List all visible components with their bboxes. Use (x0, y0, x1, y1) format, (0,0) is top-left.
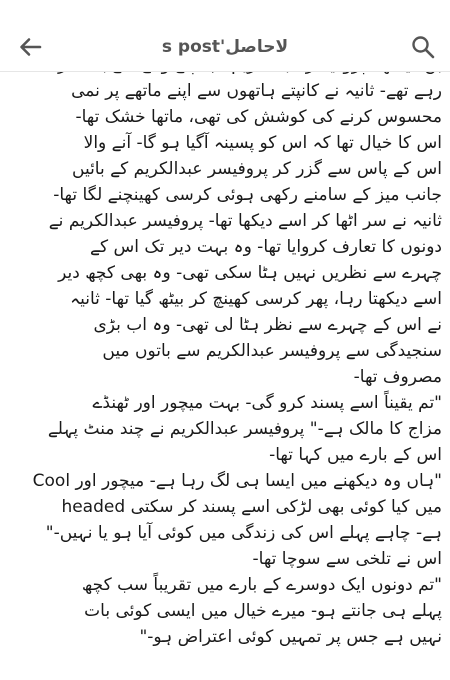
bottom-fade (0, 658, 450, 680)
post-text-line: چہرے سے نظریں نہیں ہٹا سکی تھی- وہ بھی کچھ دیر (58, 263, 442, 283)
app-header (0, 0, 450, 72)
post-text-line: دونوں کا تعارف کروایا تھا- وہ بہت دیر تک اس کے (90, 237, 442, 257)
post-text-line: اس نے تلخی سے سوچا تھا- (252, 549, 442, 569)
post-text-line: "ہاں وہ دیکھنے میں ایسا ہی لگ رہا ہے- میچور اور Cool (32, 471, 442, 491)
post-text-line: مصروف تھا- (353, 367, 442, 387)
post-text-line: "تم دونوں ایک دوسرے کے بارے میں تقریباً سب کچھ (81, 575, 442, 595)
post-text-line: اس کے بارے میں کہا تھا- (269, 445, 442, 465)
post-text-line: محسوس کرنے کی کوشش کی تھی، ماتھا خشک تھا- (75, 107, 442, 127)
post-text-line: headed میں کیا کوئی بھی لڑکی اسے پسند کر سکتی (61, 497, 442, 517)
post-text-line: جانب میز کے سامنے رکھی ہوئی کرسی کھینچنے لگا تھا- (53, 185, 442, 205)
page-title: لاحاصل's post (161, 37, 289, 57)
post-text-line: سنجیدگی سے پروفیسر عبدالکریم سے باتوں میں (102, 341, 442, 361)
post-text-line: نے اس کے چہرے سے نظر ہٹا لی تھی- وہ اب بڑی (93, 315, 442, 335)
post-text (0, 52, 450, 650)
search-button[interactable] (408, 32, 438, 62)
post-body[interactable] (0, 72, 450, 680)
post-text-line: ہے- چاہے پہلے اس کی زندگی میں کوئی آیا ہو یا نہیں-" (45, 523, 442, 543)
post-text-line: نہیں ہے جس پر تمہیں کوئی اعتراض ہو-" (139, 627, 442, 647)
post-text-line: پہلے ہی جانتے ہو- میرے خیال میں ایسی کوئی بات (84, 601, 442, 621)
post-text-line: مزاج کا مالک ہے-" پروفیسر عبدالکریم نے چند منٹ پہلے (47, 419, 442, 439)
post-text-line: رہے تھے- ثانیہ نے کانپتے ہاتھوں سے اپنے ماتھے پر نمی (71, 81, 442, 101)
post-text-line: ثانیہ نے سر اٹھا کر اسے دیکھا تھا- پروفیسر عبدالکریم نے (48, 211, 442, 231)
post-text-line: اس کا خیال تھا کہ اس کو پسینہ آگیا ہو گا- آنے والا (83, 133, 442, 153)
post-text-line: اسے دیکھتا رہا، پھر کرسی کھینچ کر بیٹھ گیا تھا- ثانیہ (70, 289, 442, 309)
search-icon (411, 35, 435, 59)
post-text-line: "تم یقیناً اسے پسند کرو گی- بہت میچور اور ٹھنڈے (92, 393, 442, 413)
post-text-line: اس کے پاس سے گزر کر پروفیسر عبدالکریم کے بائیں (72, 159, 442, 179)
